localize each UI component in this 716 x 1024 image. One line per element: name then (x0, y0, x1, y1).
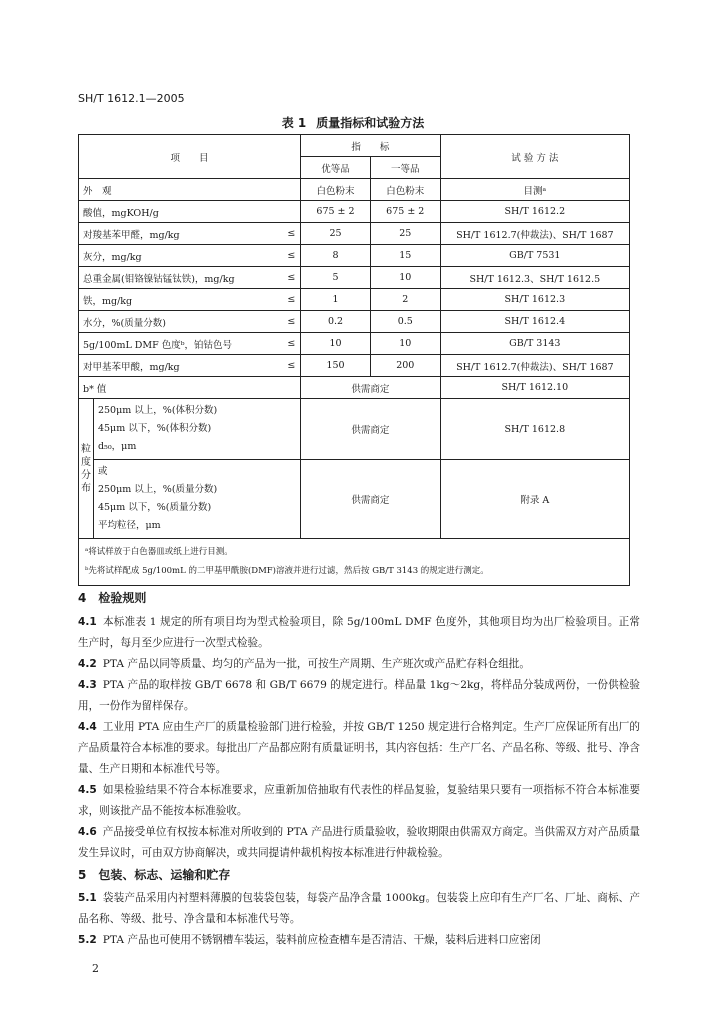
para-number: 4.3 (78, 679, 97, 691)
row-grade1: 0.2 (301, 311, 371, 333)
para-4-4 (78, 717, 640, 780)
row-grade2: 10 (370, 267, 440, 289)
row-merged-value: 供需商定 (301, 377, 441, 399)
row-method: GB/T 3143 (440, 333, 629, 355)
para-4-3 (78, 675, 640, 717)
size-line: 平均粒径，μm (97, 520, 161, 531)
row-method: GB/T 7531 (440, 245, 629, 267)
row-item: 灰分，mg/kg (79, 245, 283, 267)
size-group1-value: 供需商定 (301, 399, 441, 460)
header-item: 项 目 (79, 135, 301, 179)
para-4-6 (78, 822, 640, 864)
row-symbol: ≤ (283, 289, 301, 311)
row-symbol: ≤ (283, 245, 301, 267)
header-grade-first: 一等品 (370, 157, 440, 179)
row-symbol: ≤ (283, 223, 301, 245)
note-a: ᵃ将试样放于白色器皿或纸上进行目测。 (85, 547, 233, 557)
size-line: d₅₀，μm (97, 441, 137, 452)
size-line: 或 (97, 466, 108, 477)
row-method: SH/T 1612.7(仲裁法)、SH/T 1687 (440, 223, 629, 245)
section-4-title: 4 检验规则 (78, 591, 147, 605)
row-method: SH/T 1612.7(仲裁法)、SH/T 1687 (440, 355, 629, 377)
para-text: PTA 产品的取样按 GB/T 6678 和 GB/T 6679 的规定进行。样品量 1kg～2kg，将样品分装成两份，一份供检验用，一份作为留样保存。 (78, 679, 640, 712)
row-item: 外 观 (79, 179, 283, 201)
quality-spec-table (78, 134, 630, 586)
para-number: 4.1 (78, 616, 97, 628)
section-5-title: 5 包装、标志、运输和贮存 (78, 868, 231, 882)
row-symbol (283, 201, 301, 223)
row-item: 铁，mg/kg (79, 289, 283, 311)
size-group2-items (93, 460, 300, 539)
table-caption-title: 质量指标和试验方法 (316, 116, 425, 130)
table-header-row (79, 135, 630, 157)
header-index: 指 标 (301, 135, 441, 157)
size-line: 250μm 以上，%(质量分数) (97, 484, 218, 495)
table-row (79, 355, 630, 377)
para-4-2 (78, 654, 640, 675)
note-b: ᵇ先将试样配成 5g/100mL 的二甲基甲酰胺(DMF)溶液并进行过滤，然后按 GB/T 3143 的规定进行测定。 (85, 566, 489, 576)
row-symbol (283, 179, 301, 201)
table-notes (79, 539, 630, 586)
page-number: 2 (92, 962, 99, 975)
para-number: 4.4 (78, 721, 97, 733)
row-symbol: ≤ (283, 311, 301, 333)
row-grade2: 15 (370, 245, 440, 267)
header-grade-premium: 优等品 (301, 157, 371, 179)
table-row (79, 311, 630, 333)
size-group2-method: 附录 A (440, 460, 629, 539)
row-item: 酸值，mgKOH/g (79, 201, 283, 223)
table-row (79, 201, 630, 223)
row-grade2: 2 (370, 289, 440, 311)
size-group2-value: 供需商定 (301, 460, 441, 539)
table-row (79, 289, 630, 311)
size-distribution-label: 粒度分布 (79, 399, 94, 539)
table-caption-number: 表 1 (281, 116, 307, 130)
row-item: 水分，%(质量分数) (79, 311, 283, 333)
row-item: 5g/100mL DMF 色度ᵇ，铂钴色号 (79, 333, 283, 355)
row-grade2: 25 (370, 223, 440, 245)
row-grade2: 10 (370, 333, 440, 355)
row-grade2: 200 (370, 355, 440, 377)
row-grade1: 8 (301, 245, 371, 267)
row-method: SH/T 1612.2 (440, 201, 629, 223)
para-5-1 (78, 888, 640, 930)
table-row (79, 245, 630, 267)
row-item: 对甲基苯甲酸，mg/kg (79, 355, 283, 377)
para-4-1 (78, 612, 640, 654)
para-4-5 (78, 780, 640, 822)
para-number: 4.6 (78, 826, 97, 838)
row-symbol: ≤ (283, 267, 301, 289)
row-grade2: 白色粉末 (370, 179, 440, 201)
size-line: 45μm 以下，%(体积分数) (97, 423, 212, 434)
para-5-2 (78, 930, 640, 951)
para-text: 产品接受单位有权按本标准对所收到的 PTA 产品进行质量验收，验收期限由供需双方商定。当供需双方对产品质量发生异议时，可由双方协商解决，或共同提请仲裁机构按本标准进行仲裁检验。 (78, 826, 640, 859)
para-text: PTA 产品也可使用不锈钢槽车装运，装料前应检查槽车是否清洁、干燥，装料后进料口应密闭 (102, 934, 541, 946)
table-row (79, 267, 630, 289)
row-grade1: 10 (301, 333, 371, 355)
row-grade2: 0.5 (370, 311, 440, 333)
size-line: 45μm 以下，%(质量分数) (97, 502, 212, 513)
size-group1-items (93, 399, 300, 460)
row-grade1: 150 (301, 355, 371, 377)
para-text: 工业用 PTA 应由生产厂的质量检验部门进行检验，并按 GB/T 1250 规定进行合格判定。生产厂应保证所有出厂的产品质量符合本标准的要求。每批出厂产品都应附有质量证明书，其内容包括：生产厂名、产品名称、等级、批号、净含量、生产日期和本标准代号等。 (78, 721, 640, 775)
size-line: 250μm 以上，%(体积分数) (97, 405, 218, 416)
size-group1-method: SH/T 1612.8 (440, 399, 629, 460)
table-row (79, 333, 630, 355)
table-caption (0, 114, 716, 131)
para-number: 4.2 (78, 658, 97, 670)
size-distribution-row-1 (79, 399, 630, 460)
para-number: 5.1 (78, 892, 97, 904)
table-row (79, 377, 630, 399)
para-number: 5.2 (78, 934, 97, 946)
row-symbol: ≤ (283, 333, 301, 355)
row-grade1: 1 (301, 289, 371, 311)
row-method: SH/T 1612.10 (440, 377, 629, 399)
row-grade1: 675 ± 2 (301, 201, 371, 223)
para-text: 本标准表 1 规定的所有项目均为型式检验项目，除 5g/100mL DMF 色度外，其他项目均为出厂检验项目。正常生产时，每月至少应进行一次型式检验。 (78, 616, 640, 649)
row-grade1: 白色粉末 (301, 179, 371, 201)
row-grade1: 25 (301, 223, 371, 245)
row-item: 对羧基苯甲醛，mg/kg (79, 223, 283, 245)
row-item: 总重金属(钼铬镍钴锰钛铁)，mg/kg (79, 267, 283, 289)
para-text: PTA 产品以同等质量、均匀的产品为一批，可按生产周期、生产班次或产品贮存料仓组批。 (102, 658, 530, 670)
para-number: 4.5 (78, 784, 97, 796)
row-grade1: 5 (301, 267, 371, 289)
standard-code: SH/T 1612.1—2005 (78, 92, 185, 105)
row-method: 目测ᵃ (440, 179, 629, 201)
row-grade2: 675 ± 2 (370, 201, 440, 223)
para-text: 袋装产品采用内衬塑料薄膜的包装袋包装，每袋产品净含量 1000kg。包装袋上应印有生产厂名、厂址、商标、产品名称、等级、批号、净含量和本标准代号等。 (78, 892, 640, 925)
para-text: 如果检验结果不符合本标准要求，应重新加倍抽取有代表性的样品复验，复验结果只要有一项指标不符合本标准要求，则该批产品不能按本标准验收。 (78, 784, 640, 817)
row-method: SH/T 1612.4 (440, 311, 629, 333)
row-symbol: ≤ (283, 355, 301, 377)
table-row (79, 223, 630, 245)
table-row (79, 179, 630, 201)
row-item: b* 值 (79, 377, 301, 399)
row-method: SH/T 1612.3 (440, 289, 629, 311)
row-method: SH/T 1612.3、SH/T 1612.5 (440, 267, 629, 289)
table-notes-row (79, 539, 630, 586)
header-method: 试 验 方 法 (440, 135, 629, 179)
size-distribution-row-2 (79, 460, 630, 539)
